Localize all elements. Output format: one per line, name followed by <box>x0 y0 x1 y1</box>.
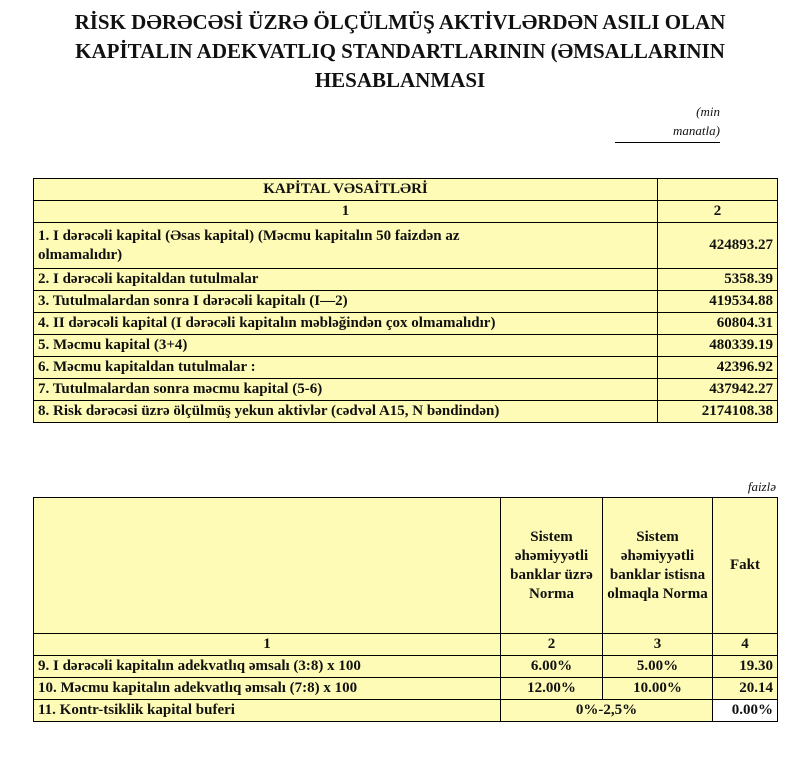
row-value: 0.00% <box>713 700 778 722</box>
row-value: 6.00% <box>501 656 603 678</box>
table-row <box>34 678 778 700</box>
header-cell: Sistem əhəmiyyətli banklar üzrə Norma <box>501 498 603 634</box>
header-cell-empty <box>658 179 778 201</box>
row-value: 480339.19 <box>658 335 778 357</box>
header-cell: KAPİTAL VƏSAİTLƏRİ <box>34 179 658 201</box>
unit-label <box>615 102 720 143</box>
row-label: 10. Məcmu kapitalın adekvatlıq əmsalı (7:8) x 100 <box>34 678 501 700</box>
row-value: 20.14 <box>713 678 778 700</box>
row-label: 1. I dərəcəli kapital (Əsas kapital) (Məcmu kapitalın 50 faizdən az olmamalıdır) <box>34 223 658 269</box>
row-label: 7. Tutulmalardan sonra məcmu kapital (5-6) <box>34 379 658 401</box>
table-row <box>34 700 778 722</box>
col-num: 2 <box>501 634 603 656</box>
row-label: 8. Risk dərəcəsi üzrə ölçülmüş yekun aktivlər (cədvəl A15, N bəndindən) <box>34 401 658 423</box>
row-value: 0%-2,5% <box>501 700 713 722</box>
adequacy-table <box>33 497 778 722</box>
percent-unit-label: faizlə <box>747 479 776 494</box>
col-num: 2 <box>658 201 778 223</box>
table-row <box>34 291 778 313</box>
header-cell: Fakt <box>713 498 778 634</box>
title-line: KAPİTALIN ADEKVATLIQ STANDARTLARININ (ƏMSALLARININ <box>75 39 725 63</box>
row-value: 12.00% <box>501 678 603 700</box>
row-value: 437942.27 <box>658 379 778 401</box>
table-row <box>34 357 778 379</box>
row-label: 5. Məcmu kapital (3+4) <box>34 335 658 357</box>
row-label: 3. Tutulmalardan sonra I dərəcəli kapitalı (I—2) <box>34 291 658 313</box>
table-row <box>34 401 778 423</box>
row-value: 5.00% <box>603 656 713 678</box>
row-value: 60804.31 <box>658 313 778 335</box>
table-row <box>34 223 778 269</box>
row-value: 19.30 <box>713 656 778 678</box>
col-num: 4 <box>713 634 778 656</box>
table-row <box>34 379 778 401</box>
capital-table <box>33 178 778 423</box>
page-title <box>0 8 800 95</box>
title-line: HESABLANMASI <box>314 68 486 92</box>
col-num: 1 <box>34 201 658 223</box>
row-value: 5358.39 <box>658 269 778 291</box>
row-value: 10.00% <box>603 678 713 700</box>
row-value: 419534.88 <box>658 291 778 313</box>
title-line: RİSK DƏRƏCƏSİ ÜZRƏ ÖLÇÜLMÜŞ AKTİVLƏRDƏN ASILI OLAN <box>74 10 726 34</box>
col-num: 3 <box>603 634 713 656</box>
header-cell-empty <box>34 498 501 634</box>
header-cell: Sistem əhəmiyyətli banklar istisna olmaqla Norma <box>603 498 713 634</box>
row-label: 6. Məcmu kapitaldan tutulmalar : <box>34 357 658 379</box>
row-label: 4. II dərəcəli kapital (I dərəcəli kapitalın məbləğindən çox olmamalıdır) <box>34 313 658 335</box>
row-value: 42396.92 <box>658 357 778 379</box>
unit-line: (min <box>696 104 720 119</box>
table-row <box>34 335 778 357</box>
row-value: 424893.27 <box>658 223 778 269</box>
row-label: 9. I dərəcəli kapitalın adekvatlıq əmsalı (3:8) x 100 <box>34 656 501 678</box>
col-num: 1 <box>34 634 501 656</box>
table-row <box>34 313 778 335</box>
table-row <box>34 656 778 678</box>
unit-line: manatla) <box>673 123 720 138</box>
table-row <box>34 269 778 291</box>
row-label: 2. I dərəcəli kapitaldan tutulmalar <box>34 269 658 291</box>
row-label: 11. Kontr-tsiklik kapital buferi <box>34 700 501 722</box>
row-value: 2174108.38 <box>658 401 778 423</box>
